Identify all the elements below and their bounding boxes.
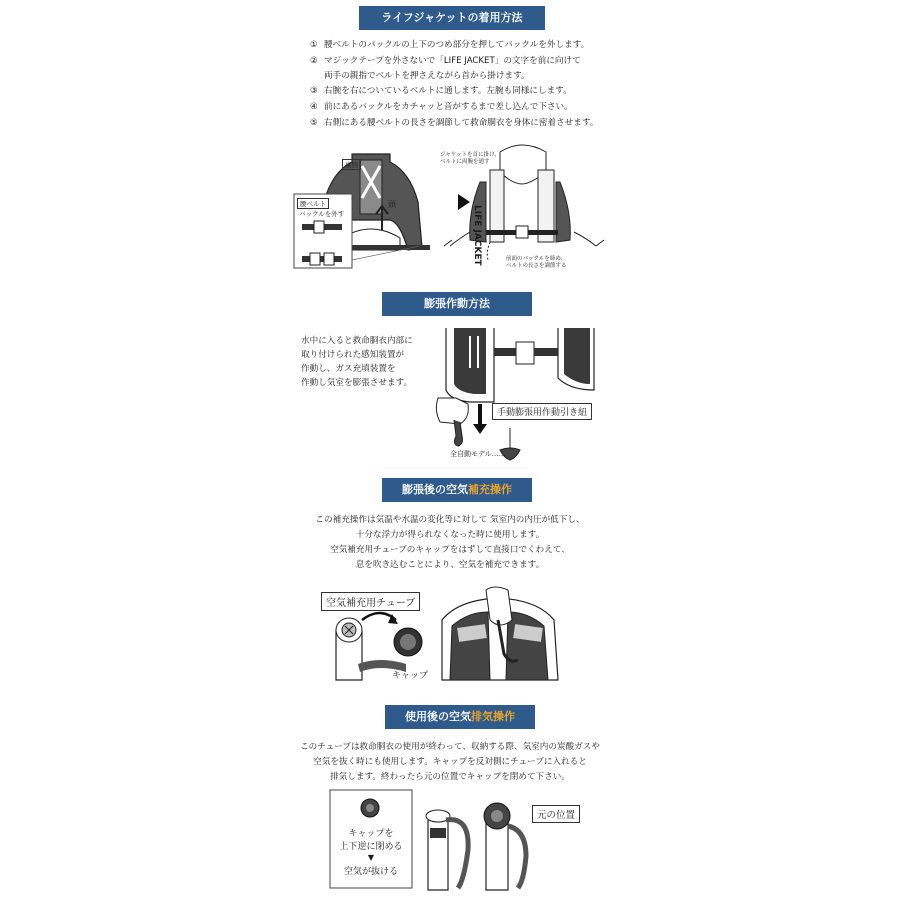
- refill-tube-label: 空気補充用チューブ: [321, 592, 420, 611]
- section1-header: [359, 6, 545, 30]
- step-text: 右側にある腰ベルトの長さを調節して救命胴衣を身体に密着させます。: [324, 117, 599, 128]
- step-5: [310, 116, 630, 131]
- section3-header: [382, 478, 532, 502]
- step-1: [310, 38, 630, 53]
- step-text: 腰ベルトのバックルの上下のつめ部分を押してバックルを外します。: [324, 40, 590, 50]
- section2-title: 膨張作動方法: [424, 297, 490, 310]
- section3-title-accent: 補充操作: [468, 483, 512, 496]
- step-2: [310, 54, 630, 84]
- manual-cord-label: 手動膨張用作動引き紐: [492, 403, 592, 420]
- auto-model-note: 全自動モデル……: [450, 450, 506, 458]
- jacket-vertical-label: LIFE JACKET: [472, 205, 482, 266]
- step-4: [310, 100, 630, 115]
- ura-label: 裏側: [342, 159, 361, 170]
- inflation-description: 水中に入ると救命胴衣内部に 取り付けられた感知装置が 作動し、ガス充填装置を 作動し気室を膨張させます。: [301, 336, 413, 388]
- section4-title-main: 使用後の空気: [405, 710, 471, 723]
- step-num: ④: [310, 102, 318, 113]
- inflation-illustration: [430, 328, 600, 463]
- air-release-note: 空気が抜ける: [343, 867, 398, 877]
- section1-title: ライフジャケットの着用方法: [381, 11, 523, 24]
- head-label: 頭: [388, 200, 396, 209]
- buckle-note: バックルを外す: [299, 210, 345, 218]
- step-text: 右腕を右についているベルトに通します。左腕も同様にします。: [324, 86, 572, 97]
- section4-header: [385, 705, 535, 729]
- step-num: ⑤: [310, 117, 318, 128]
- cap-upside-down-note: キャップを 上下逆に閉める: [339, 829, 403, 852]
- exhaust-description: このチューブは救命胴衣の使用が終わって、収納する際、気室内の炭酸ガスや 空気を抜く時にも使用します。キャップを反対側にチューブに入れると 排気します。終わったら元の位置でキャップを閉めて下さい。: [300, 742, 600, 782]
- section2-header: [382, 292, 532, 316]
- section4-title-accent: 排気操作: [471, 710, 515, 723]
- refill-description: この補充操作は気温や水温の変化等に対して 気室内の内圧が低下し、 十分な浮力が得られなくなった時に使用します。 空気補充用チューブのキャップをはずして直接口でくわえて、 息を吹き込むことにより、空気を補充できます。: [315, 515, 585, 570]
- step-num: ②: [310, 55, 318, 66]
- step-num: ③: [310, 86, 318, 97]
- wearing-steps: [310, 38, 630, 132]
- section3-title-main: 膨張後の空気: [402, 483, 468, 496]
- cap-label: キャップ: [392, 671, 429, 681]
- step-num: ①: [310, 40, 318, 50]
- adjust-note: 前面のバックルを締め、 ベルトの長さを調節する: [506, 256, 567, 269]
- original-position-label: 元の位置: [532, 805, 580, 823]
- belt-label: 腰ベルト: [297, 198, 329, 209]
- step-text: マジックテープを外さないで「LIFE JACKET」の文字を前に向けて 両手の親指でベルトを押さえながら首から掛けます。: [324, 55, 581, 81]
- arrow-down-glyph: ▼: [367, 853, 375, 862]
- hang-note: ジャケットを首に掛け、 ベルトに両腕を通す: [440, 152, 500, 165]
- step-3: [310, 84, 630, 99]
- step-text: 前にあるバックルをカチャッと音がするまで差し込んで下さい。: [324, 102, 573, 113]
